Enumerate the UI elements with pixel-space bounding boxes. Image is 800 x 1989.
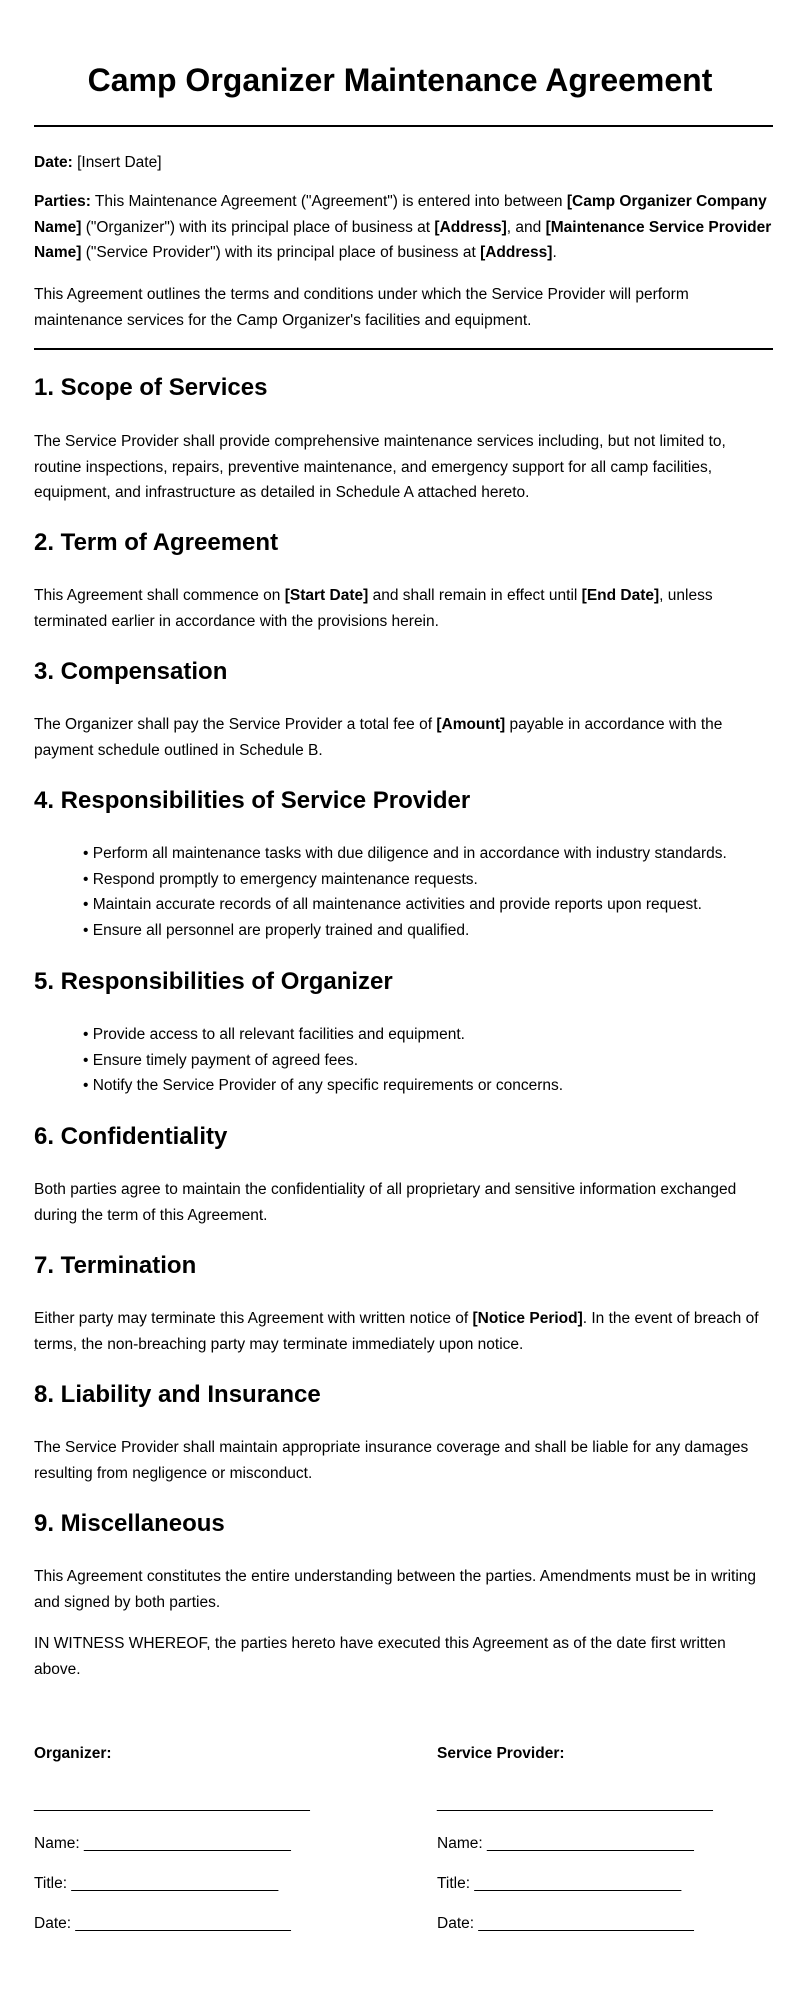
- provider-name-field: Name: ________________________: [437, 1835, 694, 1852]
- section-text-miscellaneous: This Agreement constitutes the entire understanding between the parties. Amendments must be in writing and signed by both parties.: [34, 1568, 757, 1611]
- list-item: • Ensure all personnel are properly trained and qualified.: [83, 918, 783, 944]
- intro-divider: [34, 348, 773, 350]
- compensation-text: payable in accordance with the payment schedule outlined in Schedule B.: [34, 716, 723, 759]
- date-label: Date:: [34, 154, 73, 171]
- amount-placeholder: [Amount]: [436, 716, 506, 733]
- organizer-label: Organizer:: [34, 1745, 112, 1762]
- section-heading-provider-responsibilities: 4. Responsibilities of Service Provider: [34, 787, 471, 814]
- witness-paragraph: IN WITNESS WHEREOF, the parties hereto have executed this Agreement as of the date first written above.: [34, 1635, 726, 1678]
- document-title: Camp Organizer Maintenance Agreement: [87, 62, 713, 98]
- parties-text: , and: [506, 218, 542, 236]
- termination-text: Either party may terminate this Agreement with written notice of: [34, 1310, 469, 1327]
- provider-signature-block: [437, 1745, 737, 1945]
- section-heading-liability: 8. Liability and Insurance: [34, 1381, 321, 1408]
- parties-label: Parties:: [34, 193, 91, 210]
- section-heading-miscellaneous: 9. Miscellaneous: [34, 1510, 225, 1537]
- end-date-placeholder: [End Date]: [581, 587, 660, 604]
- section-text-scope: The Service Provider shall provide comprehensive maintenance services including, but not limited to, routine inspections, repairs, preventive maintenance, and emergency support for all camp facilities, equipment, and infrastructure as detailed in Schedule A attached hereto.: [34, 433, 726, 501]
- term-text: and shall remain in effect until: [372, 587, 578, 604]
- organizer-date-field: Date: _________________________: [34, 1915, 291, 1932]
- date-value: [Insert Date]: [77, 154, 162, 171]
- list-item: • Notify the Service Provider of any specific requirements or concerns.: [83, 1073, 783, 1099]
- start-date-placeholder: [Start Date]: [284, 587, 369, 604]
- section-text-confidentiality: Both parties agree to maintain the confidentiality of all proprietary and sensitive information exchanged during the term of this Agreement.: [34, 1181, 737, 1224]
- section-heading-scope: 1. Scope of Services: [34, 374, 268, 401]
- compensation-text: The Organizer shall pay the Service Provider a total fee of: [34, 716, 433, 733]
- provider-date-field: Date: _________________________: [437, 1915, 694, 1932]
- organizer-signature-block: [34, 1745, 334, 1945]
- list-item: • Perform all maintenance tasks with due diligence and in accordance with industry standards.: [83, 841, 783, 867]
- provider-responsibilities-list: [83, 841, 783, 943]
- provider-signature-line: ________________________________: [437, 1795, 713, 1812]
- list-item: • Provide access to all relevant facilities and equipment.: [83, 1022, 783, 1048]
- organizer-responsibilities-list: [83, 1022, 783, 1099]
- organizer-company-placeholder: [Camp Organizer Company Name]: [34, 193, 767, 236]
- section-heading-confidentiality: 6. Confidentiality: [34, 1123, 228, 1150]
- section-text-termination: [34, 1306, 774, 1357]
- list-item: • Maintain accurate records of all maintenance activities and provide reports upon request.: [83, 892, 783, 918]
- date-line: [34, 150, 774, 176]
- section-text-term: [34, 583, 774, 634]
- notice-period-placeholder: [Notice Period]: [472, 1310, 583, 1327]
- section-text-liability: The Service Provider shall maintain appropriate insurance coverage and shall be liable for any damages resulting from negligence or misconduct.: [34, 1439, 749, 1482]
- provider-address-placeholder: [Address]: [480, 244, 553, 261]
- parties-text: .: [552, 244, 557, 261]
- organizer-address-placeholder: [Address]: [434, 218, 507, 236]
- parties-text: ("Service Provider") with its principal place of business at: [85, 244, 476, 261]
- parties-text: This Maintenance Agreement ("Agreement") is entered into between: [94, 193, 563, 210]
- organizer-name-field: Name: ________________________: [34, 1835, 291, 1852]
- section-text-compensation: [34, 712, 774, 763]
- organizer-title-field: Title: ________________________: [34, 1875, 279, 1892]
- title-divider: [34, 125, 773, 127]
- list-item: • Respond promptly to emergency maintenance requests.: [83, 867, 783, 893]
- termination-text: . In the event of breach of terms, the non-breaching party may terminate immediately upon notice.: [34, 1310, 759, 1353]
- organizer-signature-line: ________________________________: [34, 1795, 310, 1812]
- section-heading-organizer-responsibilities: 5. Responsibilities of Organizer: [34, 968, 393, 995]
- parties-paragraph: [34, 189, 774, 266]
- provider-label: Service Provider:: [437, 1745, 565, 1762]
- parties-text: ("Organizer") with its principal place of business at: [85, 218, 431, 236]
- provider-name-placeholder: [Maintenance Service Provider Name]: [34, 218, 772, 261]
- provider-title-field: Title: ________________________: [437, 1875, 682, 1892]
- section-heading-termination: 7. Termination: [34, 1252, 197, 1279]
- term-text: , unless terminated earlier in accordance with the provisions herein.: [34, 587, 713, 630]
- term-text: This Agreement shall commence on: [34, 587, 281, 604]
- section-heading-compensation: 3. Compensation: [34, 658, 228, 685]
- section-heading-term: 2. Term of Agreement: [34, 529, 279, 556]
- intro-paragraph: This Agreement outlines the terms and conditions under which the Service Provider will perform maintenance services for the Camp Organizer's facilities and equipment.: [34, 286, 689, 329]
- list-item: • Ensure timely payment of agreed fees.: [83, 1048, 783, 1074]
